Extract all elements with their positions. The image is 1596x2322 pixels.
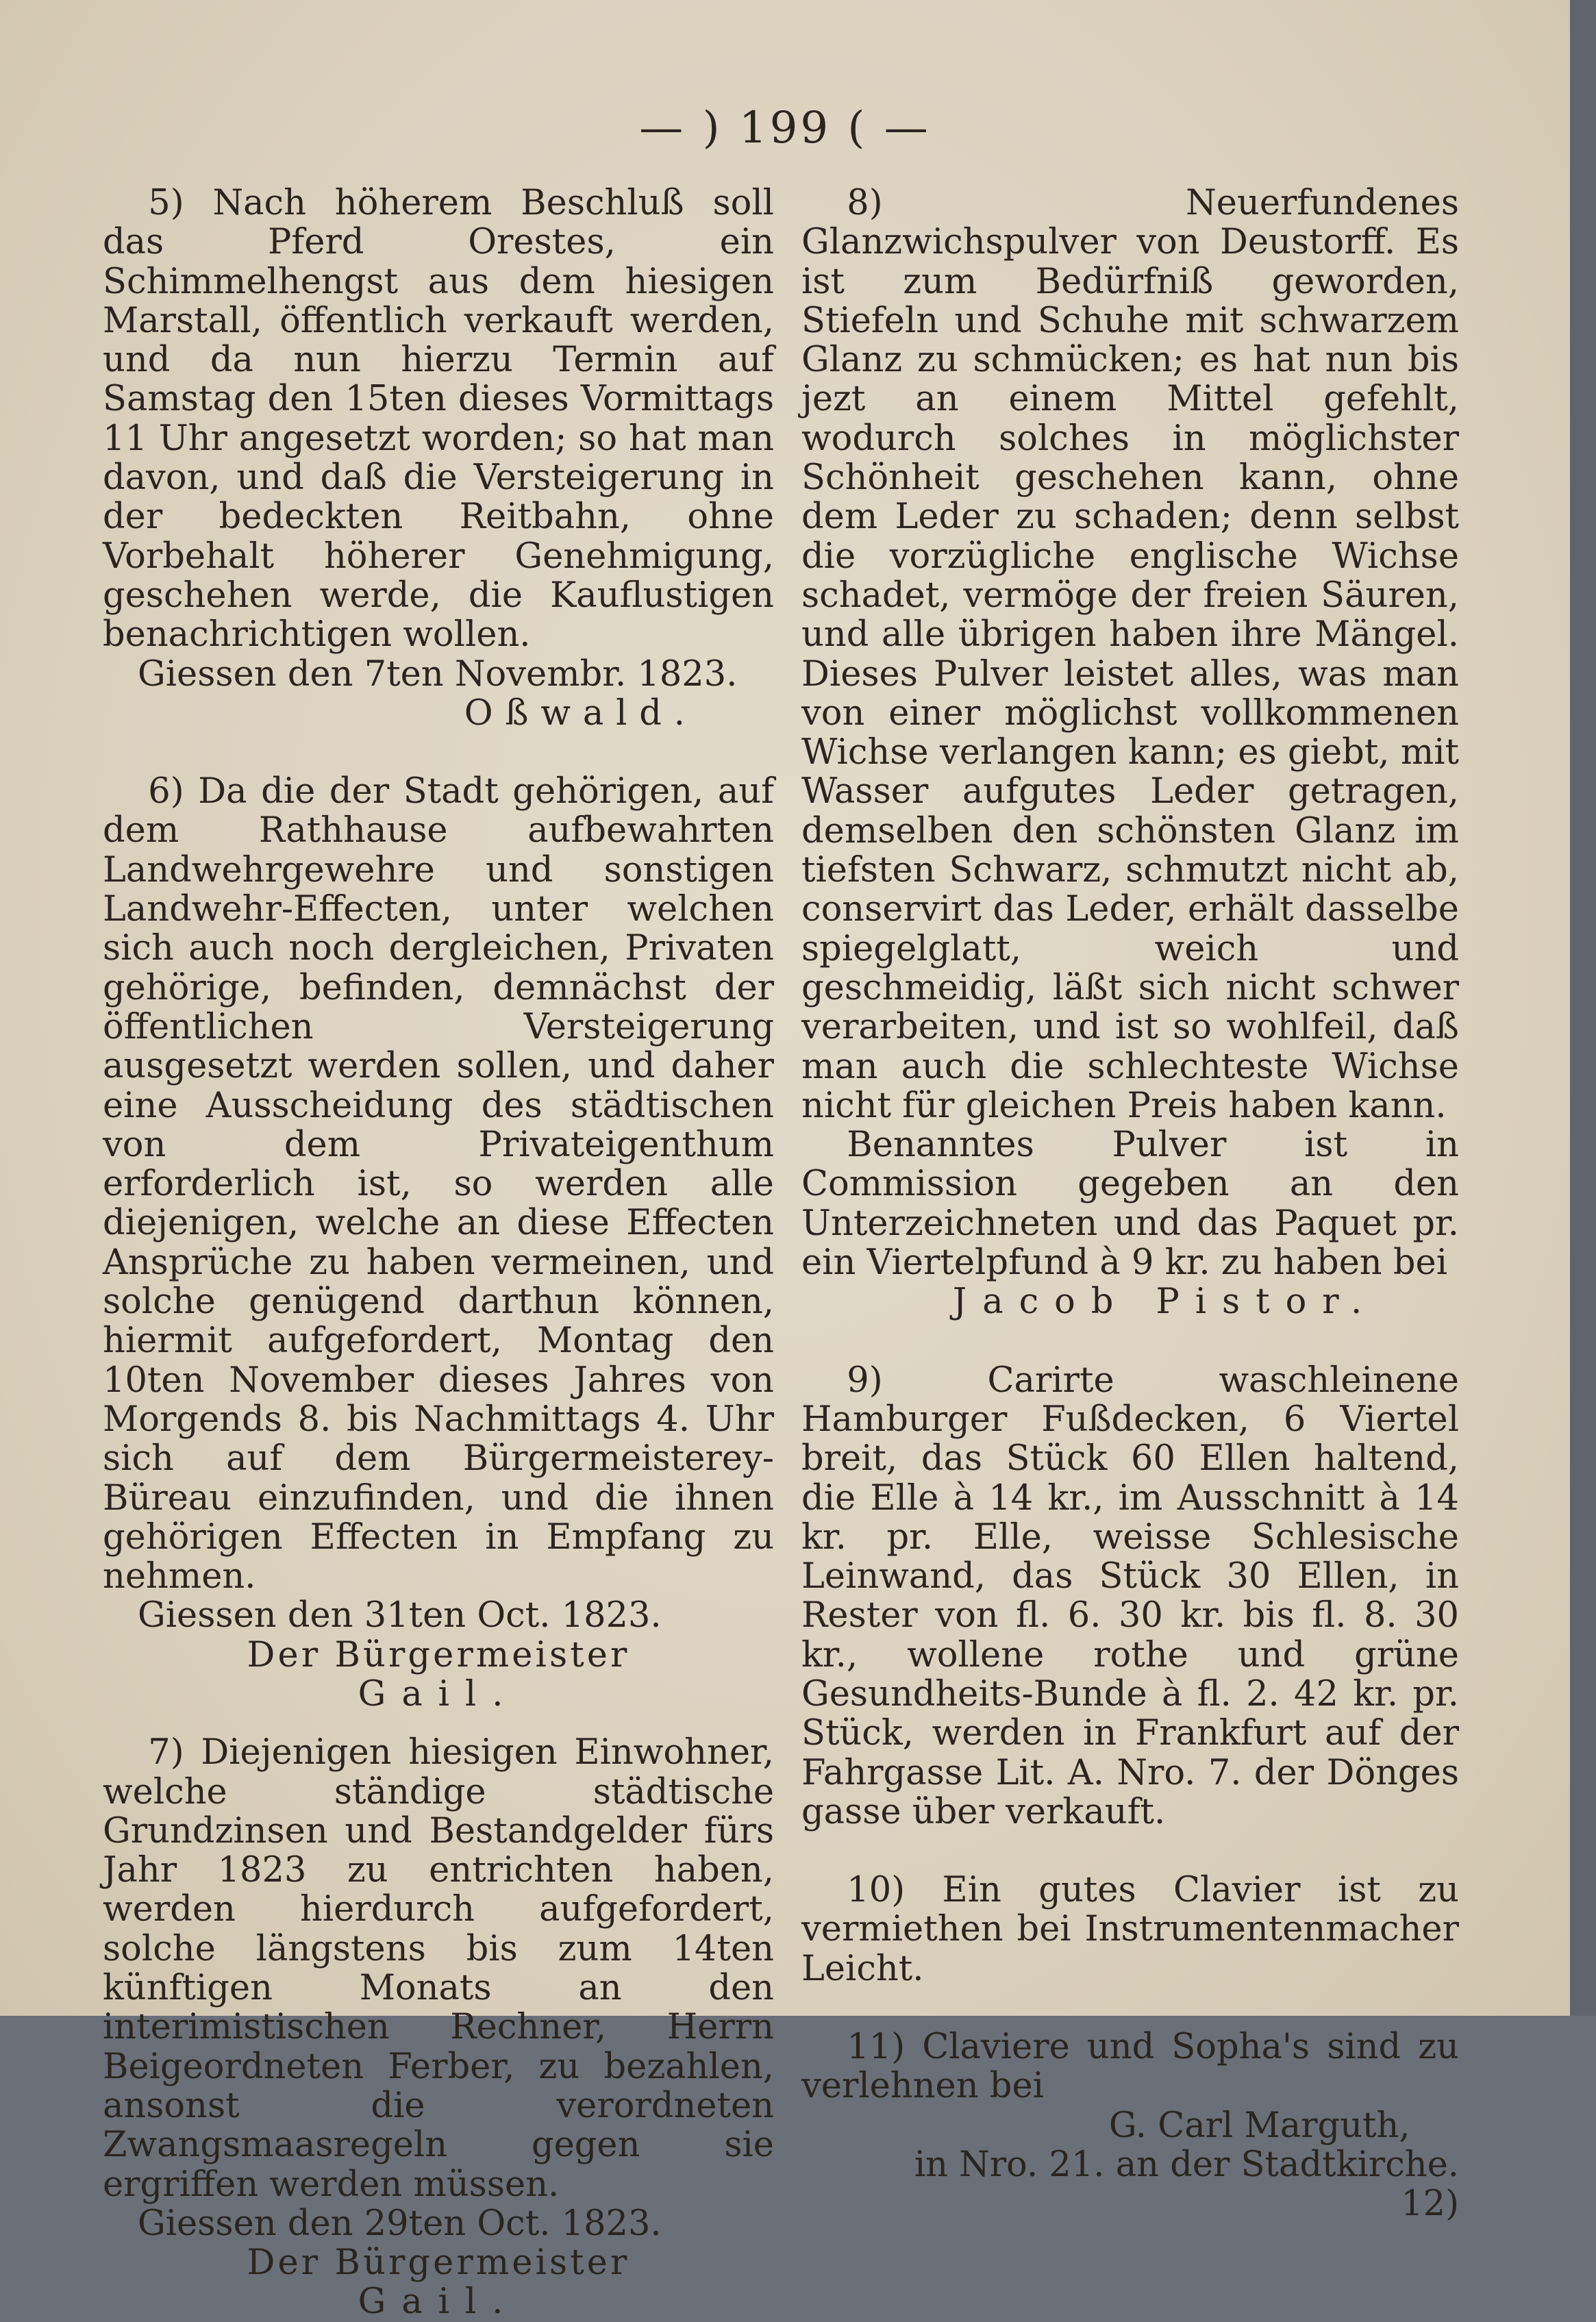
notice-10 — [801, 1871, 1459, 1988]
notice-6-dateline: Giessen den 31ten Oct. 1823. — [138, 1595, 662, 1636]
notice-7-text: 7) Diejenigen hiesigen Einwohner, welche ständige städtische Grundzinsen und Bestandgelder fürs Jahr 1823 zu entrichten haben, werden hierdurch aufgefordert, solche längstens bis zum 14ten künftigen Monats an den interimistischen Rechner, Herrn Beigeordneten Ferber, zu bezahlen, ansonst die verordneten Zwangsmaasregeln gegen sie ergriffen werden müssen. — [103, 1732, 774, 2205]
notice-8-text-2: Benanntes Pulver ist in Commission gegeben an den Unterzeichneten und das Paquet pr. ein Viertelpfund à 9 kr. zu haben bei — [801, 1125, 1459, 1284]
notice-5-signature: Oßwald. — [464, 692, 697, 734]
notice-6-signature-name: Gail. — [358, 1673, 519, 1714]
catchword: 12) — [1401, 2184, 1459, 2225]
notice-5 — [103, 184, 774, 733]
notice-8-signature: Jacob Pistor. — [952, 1282, 1378, 1323]
notice-7-signature-title: Der Bürgermeister — [247, 2243, 630, 2284]
notice-9-text: 9) Carirte waschleinene Hamburger Fußdecken, 6 Viertel breit, das Stück 60 Ellen haltend, die Elle à 14 kr., im Ausschnitt à 14 kr. pr. Elle, weisse Schlesische Leinwand, das Stück 30 Ellen, in Rester von fl. 6. 30 kr. bis fl. 8. 30 kr., wollene rothe und grüne Gesundheits-Bunde à fl. 2. 42 kr. pr. Stück, werden in Frankfurt auf der Fahrgasse Lit. A. Nro. 7. der Dönges gasse über verkauft. — [801, 1360, 1459, 1832]
notice-7-dateline: Giessen den 29ten Oct. 1823. — [138, 2203, 662, 2244]
notice-11 — [801, 2027, 1459, 2184]
notice-11-text: 11) Claviere und Sopha's sind zu verlehnen bei — [801, 2027, 1459, 2107]
notice-9 — [801, 1361, 1459, 1832]
notice-10-text: 10) Ein gutes Clavier ist zu vermiethen bei Instrumentenmacher Leicht. — [801, 1870, 1459, 1989]
notice-6-signature-title: Der Bürgermeister — [247, 1634, 630, 1675]
right-column — [801, 184, 1459, 2224]
notice-11-signature-address: in Nro. 21. an der Stadtkirche. — [914, 2144, 1459, 2185]
notice-8-text: 8) Neuerfundenes Glanzwichspulver von Deustorff. Es ist zum Bedürfniß geworden, Stiefeln und Schuhe mit schwarzem Glanz zu schmücken; es hat nun bis jezt an einem Mittel gefehlt, wodurch solches in möglichster Schönheit geschehen kann, ohne dem Leder zu schaden; denn selbst die vorzügliche englische Wichse schadet, vermöge der freien Säuren, und alle übrigen haben ihre Mängel. Dieses Pulver leistet alles, was man von einer möglichst vollkommenen Wichse verlangen kann; es giebt, mit Wasser aufgutes Leder getragen, demselben den schönsten Glanz im tiefsten Schwarz, schmutzt nicht ab, conservirt das Leder, erhält dasselbe spiegelglatt, weich und geschmeidig, läßt sich nicht schwer verarbeiten, und ist so wohlfeil, daß man auch die schlechteste Wichse nicht für gleichen Preis haben kann. — [801, 183, 1459, 1126]
notice-7-signature-name: Gail. — [358, 2282, 519, 2322]
notice-7 — [103, 1733, 774, 2321]
notice-11-signature-name: G. Carl Marguth, — [1108, 2105, 1410, 2146]
page-number: — ) 199 ( — — [639, 103, 931, 153]
left-column — [103, 184, 774, 2322]
notice-8 — [801, 184, 1459, 1322]
notice-5-dateline: Giessen den 7ten Novembr. 1823. — [138, 653, 738, 695]
scan-background-edge — [1570, 0, 1596, 2016]
notice-6 — [103, 772, 774, 1714]
notice-5-text: 5) Nach höherem Beschluß soll das Pferd Orestes, ein Schimmelhengst aus dem hiesigen Marstall, öffentlich verkauft werden, und da nun hierzu Termin auf Samstag den 15ten dieses Vormittags 11 Uhr angesetzt worden; so hat man davon, und daß die Versteigerung in der bedeckten Reitbahn, ohne Vorbehalt höherer Genehmigung, geschehen werde, die Kauflustigen benachrichtigen wollen. — [103, 183, 774, 656]
notice-6-text: 6) Da die der Stadt gehörigen, auf dem Rathhause aufbewahrten Landwehrgewehre und sonstigen Landwehr-Effecten, unter welchen sich auch noch dergleichen, Privaten gehörige, befinden, demnächst der öffentlichen Versteigerung ausgesetzt werden sollen, und daher eine Ausscheidung des städtischen von dem Privateigenthum erforderlich ist, so werden alle diejenigen, welche an diese Effecten Ansprüche zu haben vermeinen, und solche genügend darthun können, hiermit aufgefordert, Montag den 10ten November dieses Jahres von Morgends 8. bis Nachmittags 4. Uhr sich auf dem Bürgermeisterey-Büreau einzufinden, und die ihnen gehörigen Effecten in Empfang zu nehmen. — [103, 771, 774, 1597]
